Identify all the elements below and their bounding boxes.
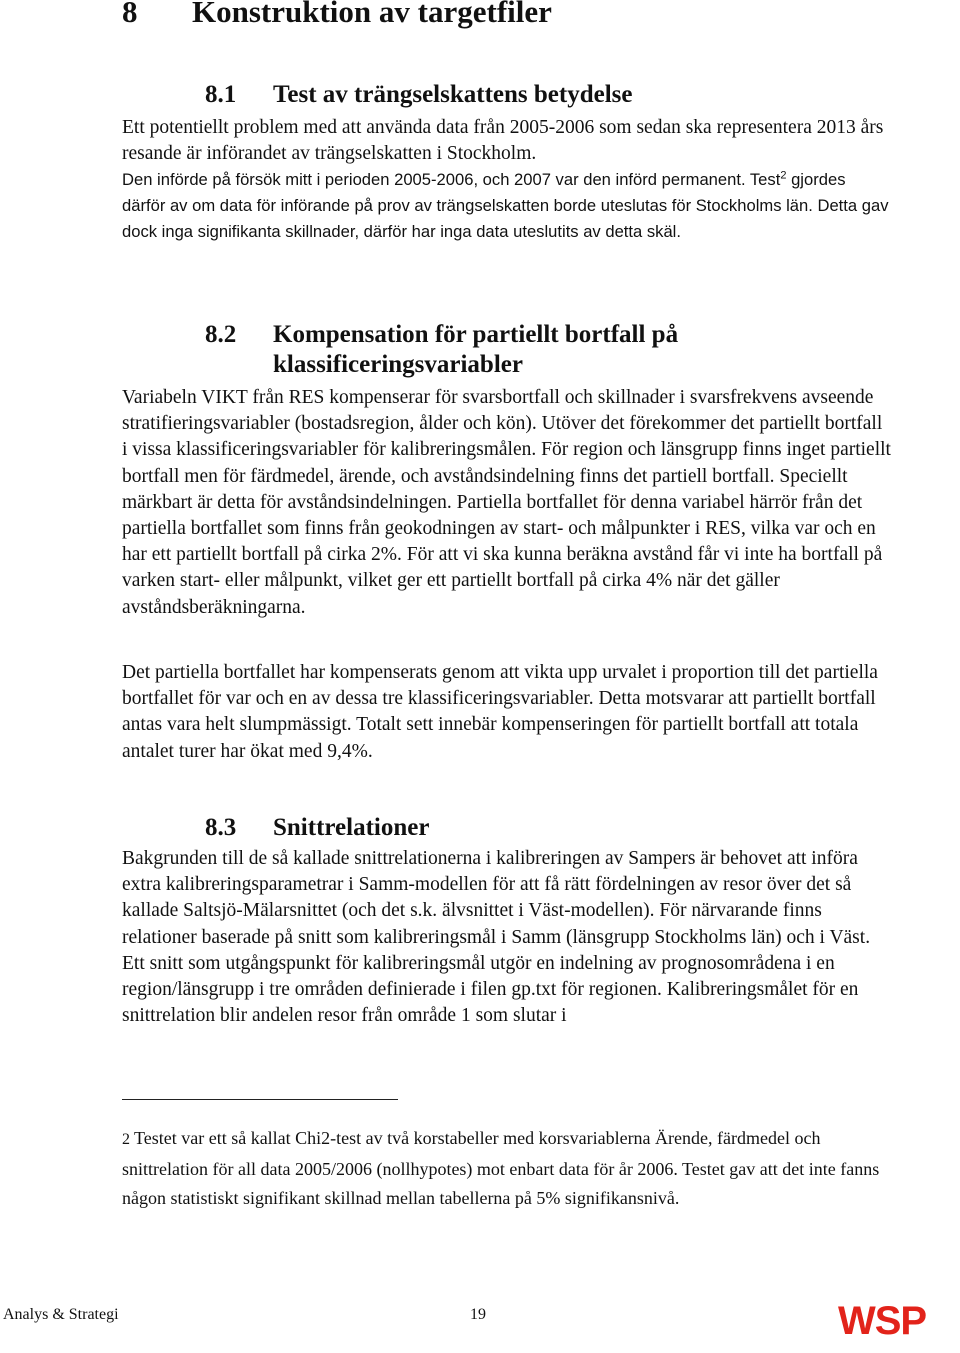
section-number: 8.3 [205, 814, 237, 841]
paragraph-8-1-text-b: gjordes därför av om data för införande på prov av trängselskatten borde uteslutas för Stockholms län. Detta gav dock inga signifikanta skillnader, därför har inga data uteslutits av detta skäl. [122, 170, 889, 242]
page-number: 19 [470, 1306, 486, 1323]
section-heading-8-1 [205, 80, 773, 110]
footnote-text: Testet var ett så kallat Chi2-test av två korstabeller med korsvariablerna Ärende, färdmedel och snittrelation för all data 2005/2006 (nollhypotes) mot enbart data för år 2006. Testet gav att det inte fanns någon statistiskt signifikant skillnad mellan tabellerna på 5% signifikansnivå. [122, 1128, 880, 1208]
footnote-separator [122, 1099, 398, 1100]
paragraph-8-2-2: Det partiella bortfallet har kompenserats genom att vikta upp urvalet i proportion till det partiella bortfallet för var och en av dessa tre klassificeringsvariabler. Detta motsvarar att partiellt bortfall antas vara helt slumpmässigt. Totalt sett innebär kompenseringen för partiellt bortfall att totala antalet turer har ökat med 9,4%. [122, 662, 878, 762]
footnote-reference: 2 [780, 169, 787, 182]
section-heading-8-3 [205, 813, 773, 843]
chapter-heading [122, 0, 552, 30]
footer-company: Analys & Strategi [3, 1306, 119, 1323]
paragraph-8-1-sans [122, 167, 892, 246]
chapter-title: Konstruktion av targetfiler [192, 0, 552, 29]
section-number: 8.2 [205, 321, 237, 348]
section-heading-8-2 [205, 320, 773, 380]
footnote-mark: 2 [122, 1131, 130, 1148]
paragraph-8-1-text-a: Den införde på försök mitt i perioden 2005-2006, och 2007 var den införd permanent. Test [122, 170, 781, 189]
footnote [122, 1124, 892, 1212]
paragraph-8-3-1: Bakgrunden till de så kallade snittrelationerna i kalibreringen av Sampers är behovet att införa extra kalibreringsparametrar i Samm-modellen för att få rätt fördelningen av resor över det så kallade Saltsjö-Mälarsnittet (och det s.k. älvsnittet i Väst-modellen). För närvarande finns relationer baserade på snitt som kalibreringsmål i Samm (länsgrupp Stockholms län) och i Väst. Ett snitt som utgångspunkt för kalibreringsmål utgör en indelning av prognosområdena i en region/länsgrupp i tre områden definierade i filen gp.txt för regionen. Kalibreringsmålet för en snittrelation blir andelen resor från område 1 som slutar i [122, 848, 871, 1027]
paragraph-8-2-1: Variabeln VIKT från RES kompenserar för svarsbortfall och skillnader i svarsfrekvens avseende stratifieringsvariabler (bostadsregion, ålder och kön). Utöver det förekommer det partiellt bortfall i vissa klassificeringsvariabler för kalibreringsmålen. För region och länsgrupp finns inget partiellt bortfall men för färdmedel, ärende, och avståndsindelning finns det partiell bortfall. Speciellt märkbart är detta för avståndsindelningen. Partiella bortfallet för denna variabel härrör från det partiella bortfallet som finns från geokodningen av start- och målpunkter i RES, vilka var och en har ett partiellt bortfall på cirka 2%. För att vi ska kunna beräkna avstånd får vi inte ha bortfall på varken start- eller målpunkt, vilket ger ett partiellt bortfall på cirka 4% när det gäller avståndsberäkningarna. [122, 387, 891, 618]
chapter-number: 8 [122, 0, 138, 29]
section-title: Test av trängselskattens betydelse [273, 81, 633, 108]
wsp-logo-text: WSP [838, 1299, 927, 1339]
section-number: 8.1 [205, 81, 237, 108]
wsp-logo [836, 1299, 958, 1339]
paragraph-8-1-serif: Ett potentiellt problem med att använda data från 2005-2006 som sedan ska representera 2013 års resande är införandet av trängselskatten i Stockholm. [122, 117, 884, 165]
section-title: Kompensation för partiellt bortfall på klassificeringsvariabler [273, 321, 679, 378]
section-title: Snittrelationer [273, 814, 430, 841]
